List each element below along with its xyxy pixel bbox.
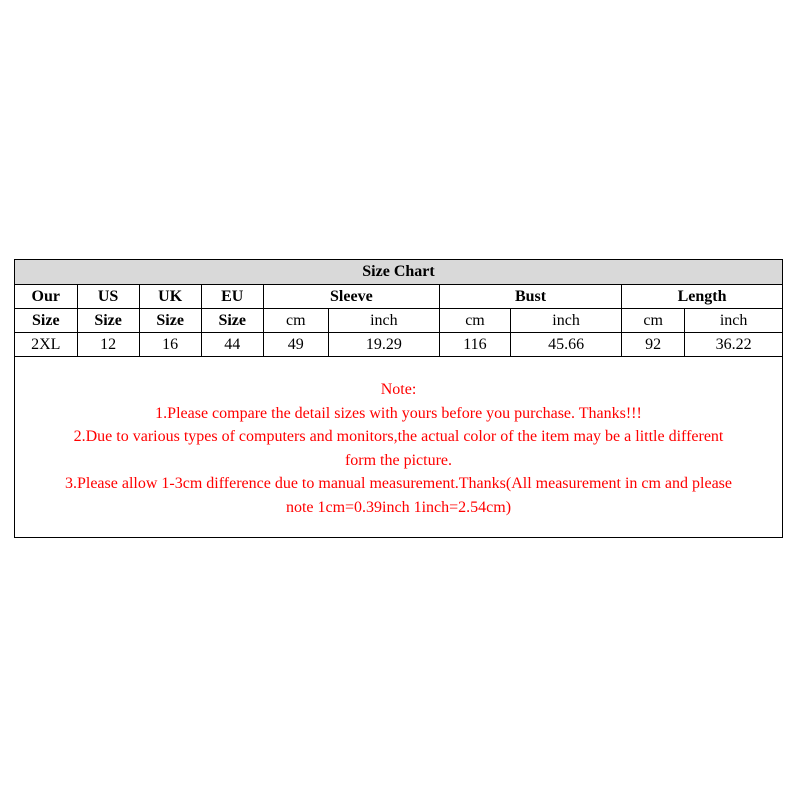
header-our-size-top: Our: [15, 285, 77, 309]
header-row-2: [15, 309, 782, 333]
unit-bust-cm: cm: [439, 309, 510, 333]
note-line-5: note 1cm=0.39inch 1inch=2.54cm): [285, 498, 512, 516]
header-length: Length: [622, 285, 782, 309]
cell-length-cm: 92: [622, 333, 685, 357]
header-uk-bottom: Size: [139, 309, 201, 333]
header-our-size-bottom: Size: [15, 309, 77, 333]
cell-us-size: 12: [77, 333, 139, 357]
size-table: [15, 260, 782, 357]
unit-bust-inch: inch: [511, 309, 622, 333]
header-bust: Bust: [439, 285, 621, 309]
cell-eu-size: 44: [201, 333, 263, 357]
note-line-3: form the picture.: [344, 451, 453, 469]
cell-bust-inch: 45.66: [511, 333, 622, 357]
chart-title: Size Chart: [15, 260, 782, 285]
note-line-1: 1.Please compare the detail sizes with yours before you purchase. Thanks!!!: [155, 404, 642, 422]
header-us-bottom: Size: [77, 309, 139, 333]
unit-sleeve-cm: cm: [263, 309, 328, 333]
unit-length-inch: inch: [685, 309, 782, 333]
cell-length-inch: 36.22: [685, 333, 782, 357]
note-line-4: 3.Please allow 1-3cm difference due to manual measurement.Thanks(All measurement in cm and please: [64, 475, 733, 492]
note-line-2: 2.Due to various types of computers and monitors,the actual color of the item may be a little different: [73, 428, 724, 445]
note-section: [15, 356, 782, 537]
header-sleeve: Sleeve: [263, 285, 439, 309]
cell-our-size: 2XL: [15, 333, 77, 357]
header-us-top: US: [77, 285, 139, 309]
header-row-1: [15, 285, 782, 309]
header-eu-top: EU: [201, 285, 263, 309]
cell-sleeve-cm: 49: [263, 333, 328, 357]
size-chart: [14, 259, 783, 538]
cell-uk-size: 16: [139, 333, 201, 357]
unit-length-cm: cm: [622, 309, 685, 333]
cell-sleeve-inch: 19.29: [328, 333, 439, 357]
header-uk-top: UK: [139, 285, 201, 309]
table-row: [15, 333, 782, 357]
cell-bust-cm: 116: [439, 333, 510, 357]
title-row: [15, 260, 782, 285]
header-eu-bottom: Size: [201, 309, 263, 333]
unit-sleeve-inch: inch: [328, 309, 439, 333]
note-heading: Note:: [380, 381, 417, 398]
